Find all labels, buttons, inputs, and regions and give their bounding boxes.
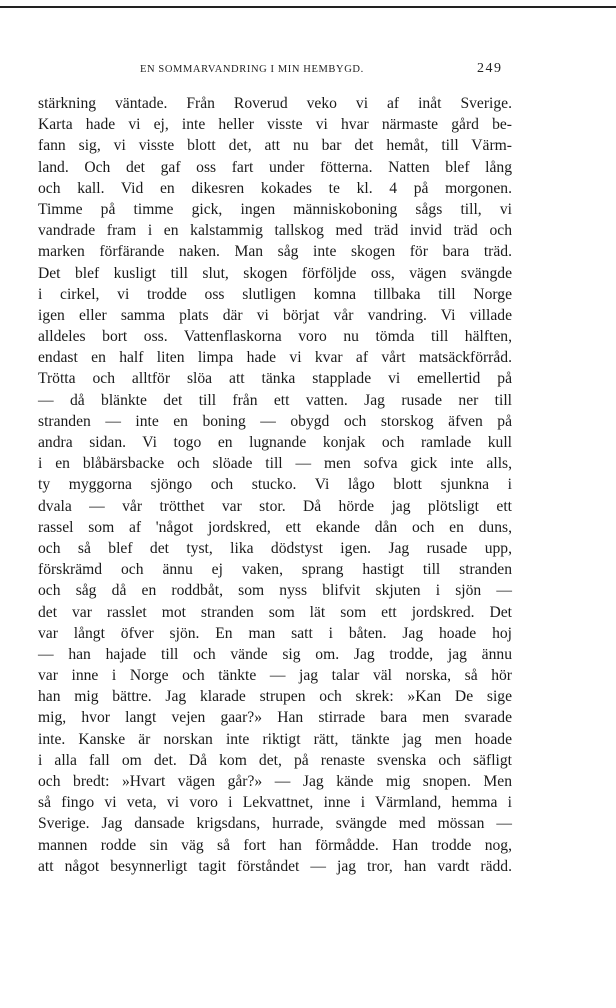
text-line: förskrämd och ännu ej vaken, sprang hastigt till stranden [38, 561, 512, 579]
text-line: endast en half liten limpa hade vi kvar af vårt matsäckförråd. [38, 349, 512, 367]
text-line: — då blänkte det till från ett vatten. Jag rusade ner till [38, 391, 512, 409]
text-line: Karta hade vi ej, inte heller visste vi hvar närmaste gård be- [38, 116, 512, 134]
text-line: andra sidan. Vi togo en lugnande konjak och ramlade kull [38, 434, 512, 451]
text-line: och så blef det tyst, lika dödstyst igen. Jag rusade upp, [38, 539, 512, 557]
text-line: i alla fall om det. Då kom det, på renaste svenska och säfligt [38, 751, 512, 769]
text-line: ty myggorna sjöngo och stucko. Vi lågo blott sjunkna i [38, 476, 512, 494]
text-line: han mig bättre. Jag klarade strupen och skrek: »Kan De sige [38, 688, 512, 706]
text-line: mig, hvor langt vejen gaar?» Han stirrade bara men svarade [38, 709, 512, 727]
page-number: 249 [477, 61, 503, 76]
text-line: och kall. Vid en dikesren kokades te kl. 4 på morgonen. [38, 179, 512, 197]
text-line: Trötta och alltför slöa att tänka stapplade vi emellertid på [38, 370, 512, 388]
text-line: i en blåbärsbacke och slöade till — men sofva gick inte alls, [38, 455, 512, 473]
text-line: och bredt: »Hvart vägen går?» — Jag kände mig snopen. Men [38, 773, 512, 790]
text-line: i cirkel, vi trodde oss slutligen komna tillbaka till Norge [38, 285, 512, 303]
text-line: land. Och det gaf oss fart under fötterna. Natten blef lång [38, 158, 512, 176]
text-line: var inne i Norge och tänkte — jag talar väl norska, så hör [38, 667, 512, 685]
text-line: stranden — inte en boning — obygd och storskog äfven på [38, 412, 512, 430]
text-line: fann sig, vi visste blott det, att nu bar det hemåt, till Värm- [38, 137, 512, 155]
text-line: Det blef kusligt till slut, skogen förföljde oss, vägen svängde [38, 264, 512, 282]
text-line: alldeles bort oss. Vattenflaskorna voro nu tömda till hälften, [38, 328, 512, 346]
text-line: igen eller samma plats där vi börjat vår vandring. Vi villade [38, 306, 512, 324]
text-line: rassel som af 'något jordskred, ett ekande dån och en duns, [38, 518, 512, 536]
running-head [0, 61, 616, 84]
text-line: och såg då en roddbåt, som nyss blifvit skjuten i sjön — [38, 582, 512, 600]
text-line: Sverige. Jag dansade krigsdans, hurrade, svängde med mössan — [38, 815, 512, 833]
top-rule [0, 6, 616, 8]
text-line: så fingo vi veta, vi voro i Lekvattnet, inne i Värmland, hemma i [38, 794, 512, 812]
body-text [38, 93, 512, 877]
text-line: stärkning väntade. Från Roverud veko vi af inåt Sverige. [38, 95, 512, 112]
text-line: vandrade fram i en kalstammig tallskog med träd invid träd och [38, 222, 512, 240]
text-line: dvala — vår trötthet var stor. Då hörde jag plötsligt ett [38, 497, 512, 515]
text-line: — han hajade till och vände sig om. Jag trodde, jag ännu [38, 645, 512, 663]
text-line: marken förfärande naken. Man såg inte skogen för bara träd. [38, 243, 512, 261]
header-title: EN SOMMARVANDRING I MIN HEMBYGD. [140, 64, 364, 75]
text-line: Timme på timme gick, ingen människoboning sågs till, vi [38, 200, 512, 218]
text-line: det var rasslet mot stranden som lät som ett jordskred. Det [38, 603, 512, 621]
text-line: var långt öfver sjön. En man satt i båten. Jag hoade hoj [38, 624, 512, 642]
text-line: inte. Kanske är norskan inte riktigt rätt, tänkte jag men hoade [38, 730, 512, 748]
text-line: att något besynnerligt tagit förståndet — jag tror, han vardt rädd. [38, 857, 512, 875]
text-line: mannen rodde sin väg så fort han förmådde. Han trodde nog, [38, 836, 512, 854]
